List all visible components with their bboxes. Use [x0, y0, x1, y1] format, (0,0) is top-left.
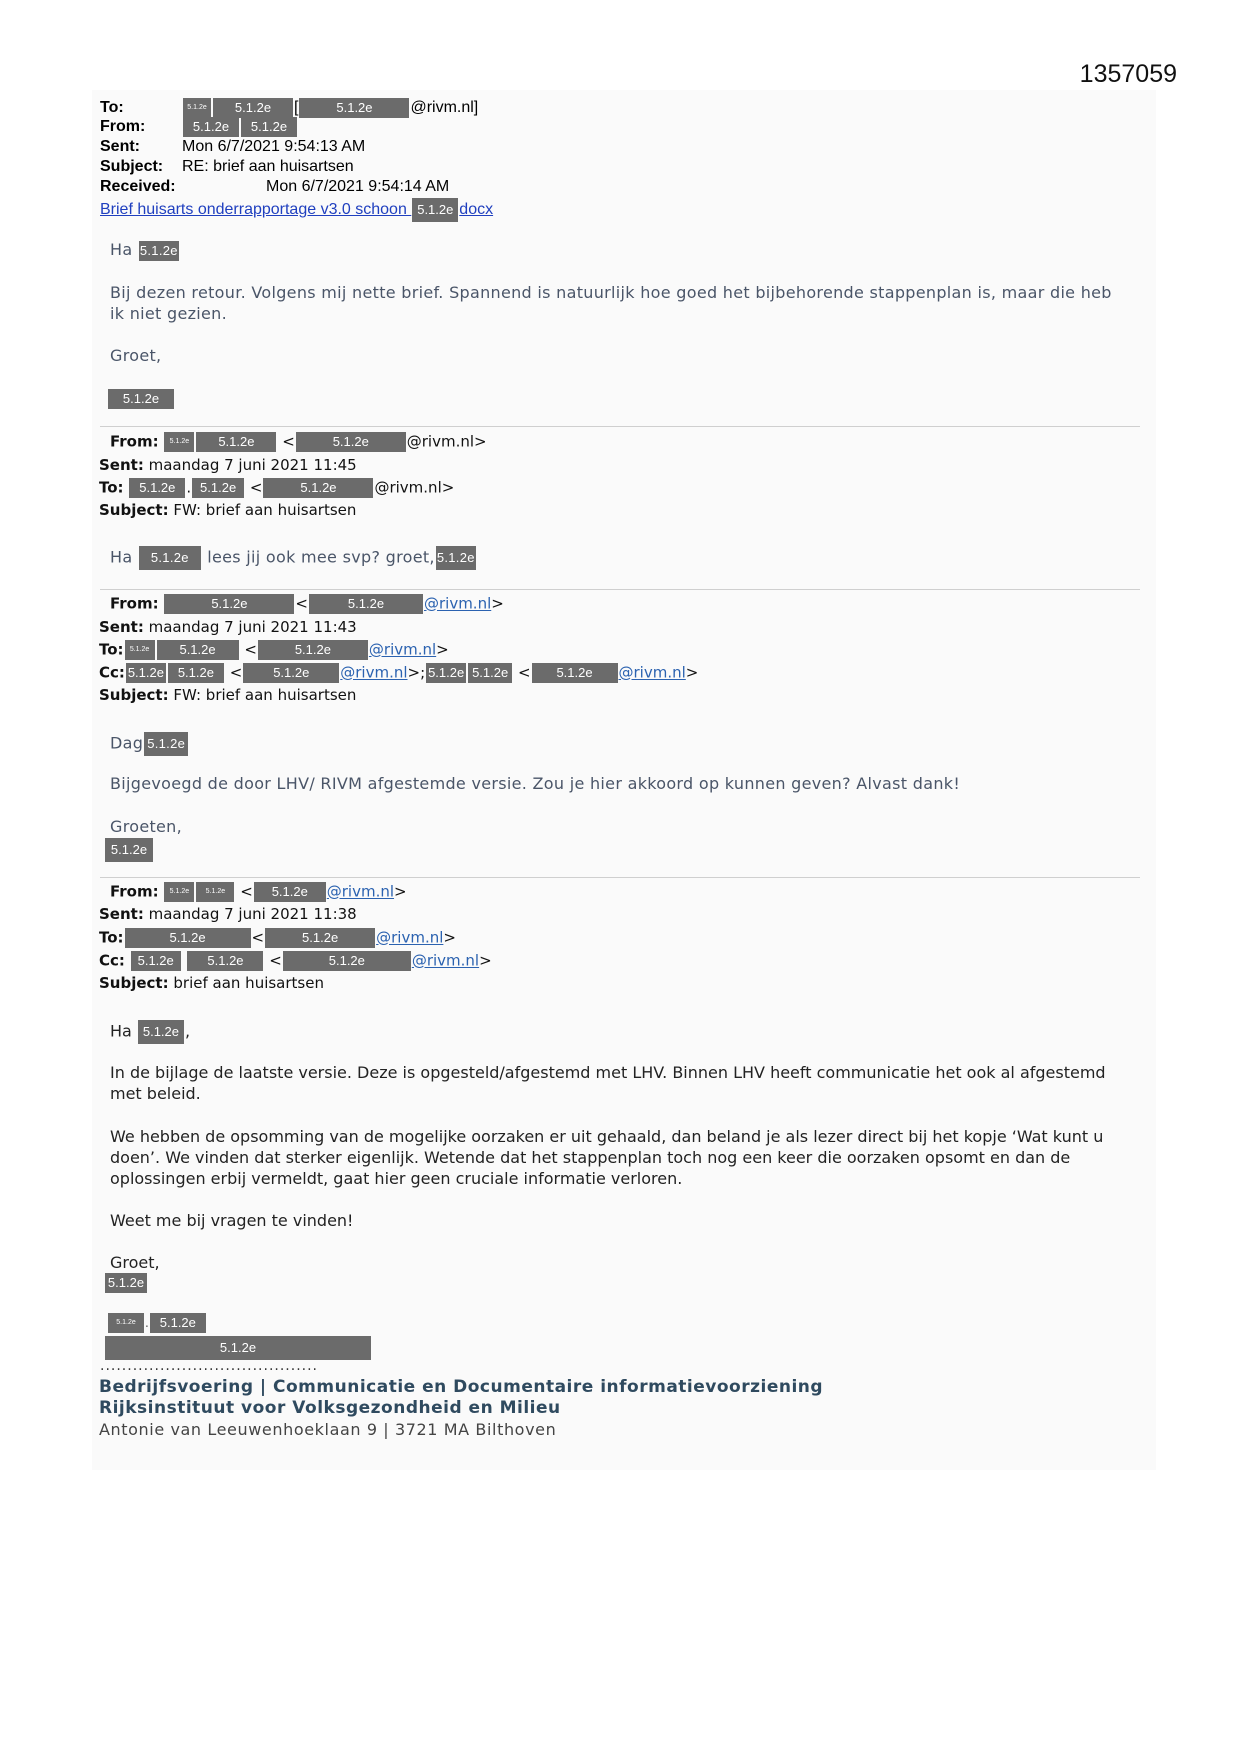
email-link[interactable]: @rivm.nl [376, 928, 444, 947]
redaction-box: 5.1.2e [183, 98, 211, 118]
orig-signature-initial [104, 1272, 148, 1293]
angle-bracket: < [244, 640, 257, 659]
attachment-extension[interactable]: docx [459, 201, 494, 219]
redaction-box: 5.1.2e [126, 663, 166, 683]
signature-department: Bedrijfsvoering | Communicatie en Documentaire informatievoorziening [99, 1377, 824, 1397]
email-link[interactable]: @rivm.nl [326, 882, 395, 901]
message-text: lees jij ook mee svp? groet, [207, 547, 435, 567]
sent-label: Sent: [99, 618, 144, 636]
redaction-box: 5.1.2e [183, 117, 239, 137]
fw2-closing: Groeten, [110, 817, 183, 836]
separator: >; [407, 663, 426, 682]
redaction-box: 5.1.2e [468, 663, 512, 683]
sent-value: maandag 7 juni 2021 11:38 [148, 905, 357, 923]
separator-rule [100, 589, 1140, 590]
redaction-box: 5.1.2e [138, 1020, 184, 1044]
redaction-box: 5.1.2e [196, 882, 234, 902]
angle-bracket: > [491, 594, 504, 613]
orig-closing: Groet, [110, 1253, 160, 1272]
redaction-box: 5.1.2e [192, 478, 244, 498]
header-sent-row [100, 138, 365, 156]
subject-value: brief aan huisartsen [173, 974, 324, 992]
redaction-box: 5.1.2e [125, 928, 251, 948]
redaction-box: 5.1.2e [196, 432, 276, 452]
cc-label: Cc: [99, 663, 125, 682]
angle-bracket: < [251, 928, 265, 947]
from-label: From: [110, 882, 159, 901]
greeting-text: Ha [110, 1021, 132, 1041]
signature-address: Antonie van Leeuwenhoeklaan 9 | 3721 MA Bilthoven [99, 1420, 557, 1439]
separator-rule [100, 426, 1140, 427]
redaction-box: 5.1.2e [187, 951, 263, 971]
redaction-box: 5.1.2e [129, 478, 185, 498]
reply1-greeting [110, 240, 180, 261]
redaction-box: 5.1.2e [139, 546, 201, 570]
fw1-from-row [110, 432, 487, 452]
fw1-to-row [99, 478, 454, 498]
reply1-signature [107, 388, 175, 409]
sent-label: Sent: [100, 138, 140, 155]
orig-signature-name [107, 1312, 207, 1333]
redaction-box: 5.1.2e [164, 594, 294, 614]
redaction-box: 5.1.2e [131, 951, 181, 971]
separator: . [145, 1316, 149, 1330]
redaction-box: 5.1.2e [157, 640, 239, 660]
orig-to-row [99, 928, 456, 948]
orig-paragraph-3: Weet me bij vragen te vinden! [110, 1211, 354, 1230]
reply1-body: Bij dezen retour. Volgens mij nette brief. Spannend is natuurlijk hoe goed het bijbehorende stappenplan is, maar die heb ik niet gezien. [110, 283, 1112, 323]
redaction-box: 5.1.2e [436, 546, 476, 570]
angle-bracket: > [685, 663, 699, 682]
redaction-box: 5.1.2e [426, 663, 466, 683]
subject-label: Subject: [99, 686, 169, 704]
orig-cc-row [99, 951, 492, 971]
bracket-text: [ [294, 99, 299, 117]
fw2-from-row [110, 594, 504, 614]
document-id: 1357059 [1079, 60, 1177, 88]
orig-sent-row [99, 905, 357, 923]
redaction-box: 5.1.2e [105, 1273, 147, 1293]
redaction-box: 5.1.2e [254, 882, 326, 902]
redaction-box: 5.1.2e [243, 663, 339, 683]
from-label: From: [110, 432, 159, 451]
header-from-row [100, 117, 298, 137]
angle-bracket: > [436, 640, 449, 659]
email-link[interactable]: @rivm.nl [340, 663, 408, 682]
redaction-box: 5.1.2e [241, 117, 297, 137]
orig-from-row [110, 882, 407, 902]
email-domain: @rivm.nl> [406, 432, 487, 451]
redaction-box: 5.1.2e [108, 1313, 144, 1333]
email-link[interactable]: @rivm.nl [368, 640, 437, 659]
fw2-signature [104, 838, 154, 862]
redaction-box: 5.1.2e [108, 389, 174, 409]
attachment-link[interactable] [100, 198, 493, 222]
email-link[interactable]: @rivm.nl [618, 663, 686, 682]
greeting-text: Dag [110, 733, 144, 753]
angle-bracket: < [269, 951, 282, 970]
redaction-box: 5.1.2e [299, 98, 409, 118]
reply1-closing: Groet, [110, 346, 162, 365]
email-domain: @rivm.nl> [374, 478, 455, 497]
fw1-subject-row [99, 501, 356, 519]
fw2-body: Bijgevoegd de door LHV/ RIVM afgestemde versie. Zou je hier akkoord op kunnen geven? Alvast dank! [110, 774, 961, 793]
received-value: Mon 6/7/2021 9:54:14 AM [266, 178, 450, 195]
redaction-box: 5.1.2e [296, 432, 406, 452]
fw2-greeting [110, 732, 189, 756]
greeting-text: Ha [110, 240, 133, 259]
fw2-to-row [99, 640, 449, 660]
sent-value: Mon 6/7/2021 9:54:13 AM [182, 138, 366, 155]
redaction-box: 5.1.2e [309, 594, 423, 614]
redaction-box: 5.1.2e [164, 432, 194, 452]
redaction-box: 5.1.2e [258, 640, 368, 660]
redaction-box: 5.1.2e [150, 1313, 206, 1333]
fw1-message [110, 546, 477, 570]
email-domain: @rivm.nl] [410, 99, 479, 117]
redaction-box: 5.1.2e [532, 663, 618, 683]
redaction-box: 5.1.2e [164, 882, 194, 902]
comma: , [184, 1021, 191, 1041]
from-label: From: [100, 118, 146, 136]
angle-bracket: < [249, 478, 263, 497]
redaction-box: 5.1.2e [263, 478, 373, 498]
email-link[interactable]: @rivm.nl [423, 594, 492, 613]
greeting-text: Ha [110, 547, 133, 567]
to-label: To: [100, 99, 124, 117]
redaction-box: 5.1.2e [283, 951, 411, 971]
to-label: To: [99, 478, 124, 497]
angle-bracket: > [443, 928, 456, 947]
subject-label: Subject: [100, 158, 164, 175]
subject-value: FW: brief aan huisartsen [173, 686, 357, 704]
fw2-subject-row [99, 686, 356, 704]
redaction-box: 5.1.2e [105, 1336, 371, 1360]
subject-value: FW: brief aan huisartsen [173, 501, 357, 519]
angle-bracket: > [394, 882, 407, 901]
angle-bracket: < [517, 663, 531, 682]
fw1-sent-row [99, 456, 357, 474]
redaction-box: 5.1.2e [412, 198, 458, 222]
angle-bracket: < [282, 432, 295, 451]
orig-paragraph-1: In de bijlage de laatste versie. Deze is opgesteld/afgestemd met LHV. Binnen LHV heeft communicatie het ook al afgestemd met beleid. [110, 1063, 1106, 1103]
angle-bracket: < [295, 594, 308, 613]
redaction-box: 5.1.2e [125, 640, 155, 660]
cc-label: Cc: [99, 951, 125, 970]
header-received-row [100, 178, 449, 196]
redaction-box: 5.1.2e [139, 241, 179, 261]
redaction-box: 5.1.2e [265, 928, 375, 948]
redaction-box: 5.1.2e [168, 663, 224, 683]
separator-rule [100, 877, 1140, 878]
sent-value: maandag 7 juni 2021 11:43 [148, 618, 357, 636]
header-subject-row [100, 158, 354, 176]
sent-label: Sent: [99, 905, 144, 923]
angle-bracket: > [479, 951, 492, 970]
fw2-sent-row [99, 618, 357, 636]
orig-paragraph-2: We hebben de opsomming van de mogelijke oorzaken er uit gehaald, dan beland je als lezer direct bij het kopje ‘Wat kunt u doen’. We vinden dat sterker eigenlijk. Wetende dat het stappenplan toch nog een keer die oorzaken opsomt en dan de oplossingen erbij vermeldt, gaat hier geen cruciale informatie verloren. [110, 1127, 1104, 1188]
attachment-name[interactable]: Brief huisarts onderrapportage v3.0 schoon [100, 201, 412, 219]
sent-value: maandag 7 juni 2021 11:45 [148, 456, 357, 474]
email-link[interactable]: @rivm.nl [411, 951, 480, 970]
subject-value: RE: brief aan huisartsen [182, 158, 354, 175]
redaction-box: 5.1.2e [213, 98, 293, 118]
orig-greeting [110, 1020, 190, 1044]
subject-label: Subject: [99, 974, 169, 992]
redaction-box: 5.1.2e [144, 732, 188, 756]
signature-organisation: Rijksinstituut voor Volksgezondheid en Milieu [99, 1398, 561, 1418]
to-label: To: [99, 640, 124, 659]
received-label: Received: [100, 178, 176, 195]
angle-bracket: < [229, 663, 243, 682]
signature-dotted-rule: ........................................ [100, 1358, 319, 1374]
separator: . [186, 478, 192, 497]
orig-signature-title [104, 1336, 372, 1360]
header-to-row [100, 98, 478, 118]
orig-subject-row [99, 974, 324, 992]
fw2-cc-row [99, 663, 698, 683]
to-label: To: [99, 928, 124, 947]
angle-bracket: < [240, 882, 253, 901]
redaction-box: 5.1.2e [105, 838, 153, 862]
from-label: From: [110, 594, 159, 613]
sent-label: Sent: [99, 456, 144, 474]
subject-label: Subject: [99, 501, 169, 519]
